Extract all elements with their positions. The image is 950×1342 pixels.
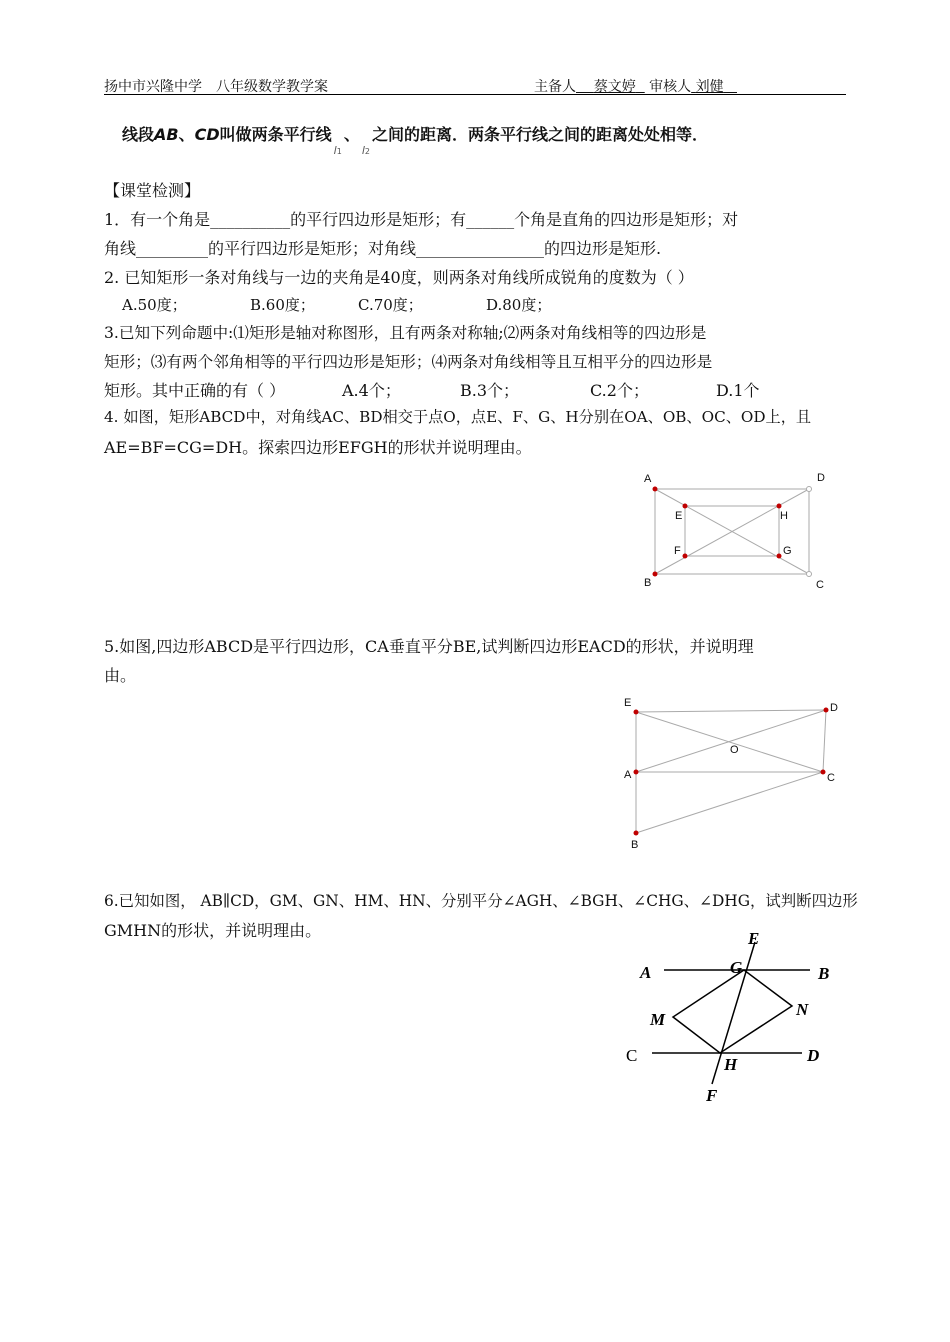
- label-n: N: [796, 1000, 809, 1019]
- quad-gmhn: [673, 970, 792, 1053]
- label-a: A: [644, 473, 652, 485]
- q3-line3: 矩形。其中正确的有（ ） A.4个； B.3个； C.2个； D.1个: [104, 378, 864, 401]
- label-h: H: [724, 1055, 738, 1074]
- label-c: C: [816, 579, 824, 591]
- point-a: [634, 770, 639, 775]
- point-e: [683, 504, 688, 509]
- label-o: O: [730, 744, 739, 756]
- q5-parallelogram-figure: [614, 692, 854, 857]
- q2-option-a: A.50度；: [122, 296, 187, 314]
- point-a: [653, 487, 658, 492]
- label-c: C: [827, 772, 835, 784]
- preparer-label: 主备人: [534, 79, 576, 95]
- label-d: D: [817, 472, 825, 484]
- label-e: E: [748, 929, 760, 948]
- q6-bisector-figure: [620, 926, 850, 1106]
- l2-symbol: l2: [361, 144, 370, 157]
- segment-dc: [823, 710, 826, 772]
- author-info: [534, 76, 737, 96]
- point-b: [653, 572, 658, 577]
- point-d: [824, 708, 829, 713]
- label-a: A: [624, 769, 632, 781]
- label-f: F: [706, 1086, 718, 1105]
- point-e: [634, 710, 639, 715]
- q3-option-a: A.4个；: [342, 381, 401, 400]
- q3-option-c: C.2个；: [590, 381, 649, 400]
- point-c: [807, 572, 812, 577]
- q1-line1: 1．有一个角是__________的平行四边形是矩形；有______个角是直角的四边形是矩形；对: [104, 210, 739, 229]
- q2-stem: 2. 已知矩形一条对角线与一边的夹角是40度，则两条对角线所成锐角的度数为（ ）: [104, 268, 694, 287]
- label-g: G: [730, 958, 743, 977]
- section-title: 【课堂检测】: [104, 181, 201, 200]
- q2-option-c: C.70度；: [358, 296, 423, 314]
- q3-line2: 矩形；⑶有两个邻角相等的平行四边形是矩形；⑷两条对角线相等且互相平分的四边形是: [104, 353, 713, 371]
- label-b: B: [818, 964, 830, 983]
- q2-option-b: B.60度；: [250, 296, 315, 314]
- label-c: C: [626, 1046, 638, 1065]
- point-f: [683, 554, 688, 559]
- q4-line1: 4. 如图，矩形ABCD中，对角线AC、BD相交于点O，点E、F、G、H分别在OA、OB、OC、OD上，且: [104, 408, 812, 426]
- label-g: G: [783, 545, 792, 557]
- q3-option-b: B.3个；: [460, 381, 520, 400]
- q4-line2: AE=BF=CG=DH。探索四边形EFGH的形状并说明理由。: [104, 438, 532, 457]
- point-b: [634, 831, 639, 836]
- point-c: [821, 770, 826, 775]
- q5-line1: 5.如图,四边形ABCD是平行四边形，CA垂直平分BE,试判断四边形EACD的形状，并说明理: [104, 637, 754, 656]
- reviewer-name: 刘健: [695, 79, 724, 95]
- q6-line1: 6.已知如图， AB∥CD，GM、GN、HM、HN、分别平分∠AGH、∠BGH、∠CHG、∠DHG，试判断四边形: [104, 892, 858, 910]
- label-f: F: [674, 545, 681, 557]
- label-d: D: [830, 702, 838, 714]
- point-d: [807, 487, 812, 492]
- reviewer-label: 审核人: [649, 79, 692, 95]
- label-d: D: [807, 1046, 820, 1065]
- label-m: M: [650, 1010, 666, 1029]
- segment-ed: [636, 710, 826, 712]
- point-h: [777, 504, 782, 509]
- segment-ad: [636, 710, 826, 772]
- q6-line2: GMHN的形状，并说明理由。: [104, 921, 322, 940]
- q1-line2: 角线_________的平行四边形是矩形；对角线________________的四边形是矩形.: [104, 239, 662, 258]
- school-title: 扬中市兴隆中学 八年级数学教学案: [104, 79, 328, 95]
- label-a: A: [640, 963, 652, 982]
- label-h: H: [780, 510, 788, 522]
- q3-option-d: D.1个: [716, 381, 760, 400]
- label-b: B: [644, 577, 652, 589]
- page-header: [104, 72, 846, 95]
- preparer-name: 蔡文婷: [593, 79, 636, 95]
- l1-symbol: l1: [333, 144, 342, 157]
- q2-option-d: D.80度；: [486, 296, 552, 314]
- definition-statement: 线段AB、CD叫做两条平行线l1、l2之间的距离．两条平行线之间的距离处处相等．: [122, 125, 708, 157]
- q4-rectangle-figure: [636, 466, 836, 596]
- label-e: E: [675, 510, 683, 522]
- label-b: B: [631, 839, 639, 851]
- q3-line1: 3.已知下列命题中:⑴矩形是轴对称图形，且有两条对称轴;⑵两条对角线相等的四边形是: [104, 324, 707, 342]
- point-g: [777, 554, 782, 559]
- segment-bc: [636, 772, 823, 833]
- q5-line2: 由。: [104, 666, 137, 685]
- label-e: E: [624, 697, 632, 709]
